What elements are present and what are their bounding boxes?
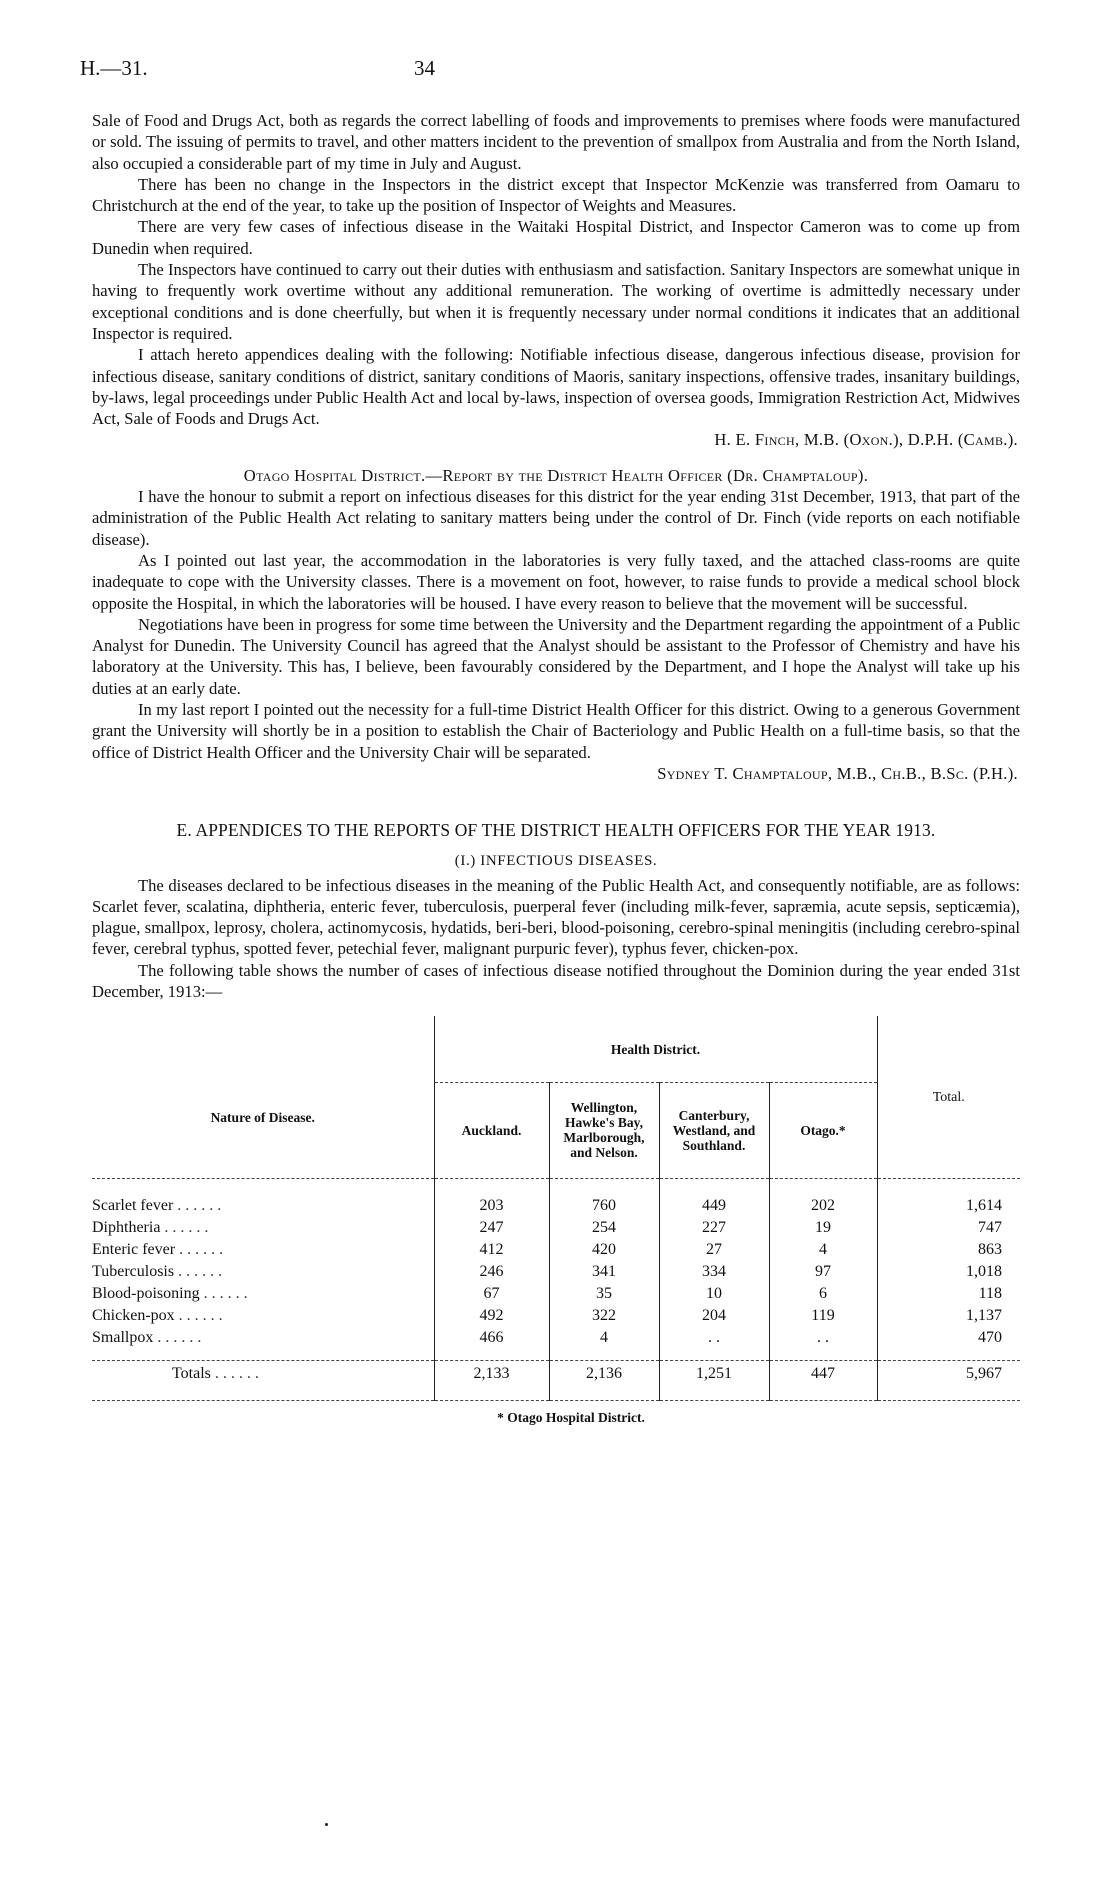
page-header (80, 56, 1020, 86)
paragraph: Sale of Food and Drugs Act, both as regards the correct labelling of foods and improvements to premises where foods were manufactured or sold. The issuing of permits to travel, and other matters incident to the prevention of smallpox from Australia and from the North Island, also occupied a considerable part of my time in July and August. (92, 111, 1020, 173)
cell-value: 119 (769, 1304, 877, 1326)
leader-dots: . . . . . . (203, 1284, 248, 1302)
paragraph: In my last report I pointed out the necessity for a full-time District Health Officer for this district. Owing to a generous Government grant the University will shortly be in a position to establish the Chair of Bacteriology and Public Health on a full-time basis, so that the office of District Health Officer and the University Chair will be separated. (92, 700, 1020, 762)
cell-value: 4 (549, 1326, 659, 1348)
cell-value: . . (659, 1326, 769, 1348)
cell-value: 341 (549, 1260, 659, 1282)
col-header-canterbury: Canterbury, Westland, and Southland. (659, 1082, 769, 1178)
paragraph: I attach hereto appendices dealing with the following: Notifiable infectious disease, dangerous infectious disease, provision for infectious disease, sanitary conditions of district, sanitary conditions of Maoris, sanitary inspections, offensive trades, insanitary buildings, by-laws, legal proceedings under Public Health Act and local by-laws, inspection of oversea goods, Immigration Restriction Act, Midwives Act, Sale of Foods and Drugs Act. (92, 345, 1020, 429)
paragraph: The diseases declared to be infectious diseases in the meaning of the Public Health Act, and consequently notifiable, are as follows: Scarlet fever, scalatina, diphtheria, enteric fever, tuberculosis, puerperal fever (including milk-fever, sapræmia, acute sepsis, septicæmia), plague, smallpox, leprosy, cholera, actinomycosis, hydatids, beri-beri, blood-poisoning, cerebro-spinal meningitis (including cerebro-spinal fever, cerebral typhus, spotted fever, petechial fever, malignant purpuric fever), typhus fever, chicken-pox. (92, 875, 1020, 959)
cell-value: 203 (434, 1194, 549, 1216)
cell-value: 466 (434, 1326, 549, 1348)
cell-value: 10 (659, 1282, 769, 1304)
col-header-total: Total. (877, 1016, 1020, 1178)
cell-total: 470 (877, 1326, 1020, 1348)
total-wellington: 2,136 (549, 1360, 659, 1386)
paragraph: I have the honour to submit a report on infectious diseases for this district for the year ending 31st December, 1913, that part of the administration of the Public Health Act relating to sanitary matters being under the control of Dr. Finch (vide reports on each notifiable disease). (92, 487, 1020, 549)
leader-dots: . . . . . . (177, 1196, 222, 1214)
disease-name: Smallpox (92, 1328, 154, 1346)
col-header-nature: Nature of Disease. (92, 1016, 434, 1178)
cell-total: 1,018 (877, 1260, 1020, 1282)
paragraph: As I pointed out last year, the accommodation in the laboratories is very fully taxed, and the attached class-rooms are quite inadequate to cope with the University classes. There is a movement on foot, however, to raise funds to provide a medical school block opposite the Hospital, in which the laboratories will be housed. I have every reason to believe that the movement will be successful. (92, 550, 1020, 613)
subheading-infectious-diseases: (I.) INFECTIOUS DISEASES. (454, 853, 658, 870)
leader-dots: . . . . . . (164, 1218, 209, 1236)
leader-dots: . . . . . . (178, 1306, 223, 1324)
spacer (92, 784, 1020, 820)
paragraph: There has been no change in the Inspectors in the district except that Inspector McKenzie was transferred from Oamaru to Christchurch at the end of the year, to take up the position of Inspector of Weights and Measures. (92, 174, 1020, 216)
total-auckland: 2,133 (434, 1360, 549, 1386)
col-header-otago: Otago.* (769, 1082, 877, 1178)
table-row (92, 1216, 1020, 1238)
disease-name: Scarlet fever (92, 1196, 174, 1214)
leader-dots: . . . . . . (178, 1262, 223, 1280)
cell-total: 1,614 (877, 1194, 1020, 1216)
paragraph: There are very few cases of infectious disease in the Waitaki Hospital District, and Inspector Cameron was to come up from Dunedin when required. (92, 217, 1020, 258)
grand-total: 5,967 (877, 1360, 1020, 1386)
leader-dots: . . . . . . (157, 1328, 202, 1346)
col-header-wellington: Wellington, Hawke's Bay, Marlborough, and Nelson. (549, 1082, 659, 1178)
table-row (92, 1304, 1020, 1326)
disease-name: Enteric fever (92, 1240, 176, 1258)
cell-value: 202 (769, 1194, 877, 1216)
disease-name: Diphtheria (92, 1218, 161, 1236)
cell-value: 412 (434, 1238, 549, 1260)
infectious-disease-table (92, 1016, 1020, 1401)
signature-finch: H. E. Finch, M.B. (Oxon.), D.P.H. (Camb.). (714, 430, 1018, 450)
otago-report-heading: Otago Hospital District.—Report by the District Health Officer (Dr. Champtaloup). (243, 465, 869, 485)
totals-label: Totals (172, 1364, 211, 1382)
disease-name: Chicken-pox (92, 1306, 175, 1324)
cell-value: 254 (549, 1216, 659, 1238)
disease-name: Tuberculosis (92, 1262, 175, 1280)
leader-dots: . . . . . . (179, 1240, 224, 1258)
cell-value: 227 (659, 1216, 769, 1238)
cell-value: 6 (769, 1282, 877, 1304)
cell-value: 420 (549, 1238, 659, 1260)
report-code: H.—31. (80, 56, 148, 80)
table-row (92, 1260, 1020, 1282)
cell-total: 863 (877, 1238, 1020, 1260)
total-otago: 447 (769, 1360, 877, 1386)
cell-total: 747 (877, 1216, 1020, 1238)
cell-value: 449 (659, 1194, 769, 1216)
document-body (92, 110, 1020, 1428)
cell-value: 4 (769, 1238, 877, 1260)
page-number: 34 (414, 56, 435, 80)
table-row (92, 1238, 1020, 1260)
totals-row (92, 1360, 1020, 1386)
table-row (92, 1326, 1020, 1348)
table-row (92, 1194, 1020, 1216)
cell-total: 118 (877, 1282, 1020, 1304)
paragraph: Negotiations have been in progress for some time between the University and the Department regarding the appointment of a Public Analyst for Dunedin. The University Council has agreed that the Analyst should be assistant to the Professor of Chemistry and have his laboratory at the University. This has, I believe, been favourably considered by the Department, and I hope the Analyst will take up his duties at an early date. (92, 614, 1020, 698)
cell-value: 247 (434, 1216, 549, 1238)
paragraph: The Inspectors have continued to carry out their duties with enthusiasm and satisfaction. Sanitary Inspectors are somewhat unique in having to frequently work overtime without any additional remuneration. The working of overtime is admittedly necessary under exceptional conditions and is done cheerfully, but when it is frequently necessary under normal conditions it indicates that an additional Inspector is required. (92, 260, 1020, 343)
section-e-title: E. APPENDICES TO THE REPORTS OF THE DISTRICT HEALTH OFFICERS FOR THE YEAR 1913. (176, 820, 936, 841)
cell-value: 760 (549, 1194, 659, 1216)
cell-value: 97 (769, 1260, 877, 1282)
cell-total: 1,137 (877, 1304, 1020, 1326)
cell-value: 35 (549, 1282, 659, 1304)
cell-value: 27 (659, 1238, 769, 1260)
cell-value: 492 (434, 1304, 549, 1326)
cell-value: 67 (434, 1282, 549, 1304)
cell-value: 322 (549, 1304, 659, 1326)
signature-champtaloup: Sydney T. Champtaloup, M.B., Ch.B., B.Sc. (P.H.). (657, 763, 1018, 783)
cell-value: 334 (659, 1260, 769, 1282)
cell-value: 19 (769, 1216, 877, 1238)
group-header-health-district: Health District. (434, 1016, 877, 1082)
total-canterbury: 1,251 (659, 1360, 769, 1386)
leader-dots: . . . . . . (214, 1364, 259, 1382)
disease-name: Blood-poisoning (92, 1284, 200, 1302)
cell-value: 246 (434, 1260, 549, 1282)
col-header-auckland: Auckland. (434, 1082, 549, 1178)
paragraph: The following table shows the number of cases of infectious disease notified throughout the Dominion during the year ended 31st December, 1913:— (92, 960, 1020, 1001)
table-footnote: * Otago Hospital District. (497, 1409, 645, 1425)
table-row (92, 1282, 1020, 1304)
cell-value: 204 (659, 1304, 769, 1326)
cell-value: . . (769, 1326, 877, 1348)
stray-mark (325, 1823, 328, 1826)
